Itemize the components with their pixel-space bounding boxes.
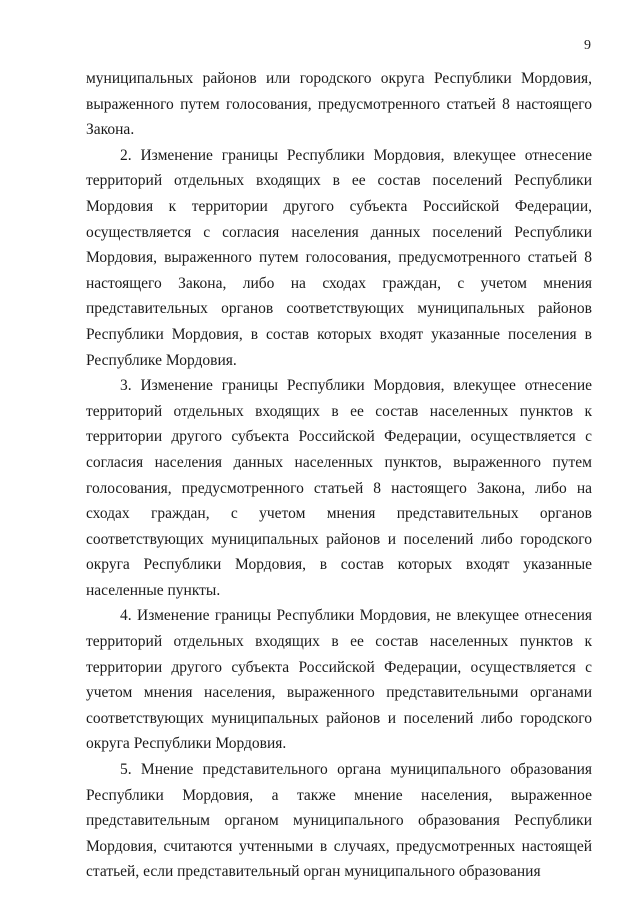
paragraph-item-4: 4. Изменение границы Республики Мордовия, не влекущее отнесения территорий отдельных входящих в ее состав населенных пунктов к территории другого субъекта Российской Федерации, осуществляется с учетом мнения населения, выраженного представительными органами соответствующих муниципальных районов и поселений либо городского округа Республики Мордовия. bbox=[86, 607, 592, 753]
paragraph-item-3: 3. Изменение границы Республики Мордовия, влекущее отнесение территорий отдельных входящих в ее состав населенных пунктов к территории другого субъекта Российской Федерации, осуществляется с согласия населения данных населенных пунктов, выраженного путем голосования, предусмотренного статьей 8 настоящего Закона, либо на сходах граждан, с учетом мнения представительных органов соответствующих муниципальных районов и поселений либо городского округа Республики Мордовия, в состав которых входят указанные населенные пункты. bbox=[86, 377, 592, 599]
paragraph-item-2: 2. Изменение границы Республики Мордовия, влекущее отнесение территорий отдельных входящих в ее состав поселений Республики Мордовия к территории другого субъекта Российской Федерации, осуществляется с согласия населения данных поселений Республики Мордовия, выраженного путем голосования, предусмотренного статьей 8 настоящего Закона, либо на сходах граждан, с учетом мнения представительных органов соответствующих муниципальных районов Республики Мордовия, в состав которых входят указанные поселения в Республике Мордовия. bbox=[86, 146, 592, 369]
paragraph-continuation: муниципальных районов или городского округа Республики Мордовия, выраженного путем голосования, предусмотренного статьей 8 настоящего Закона. bbox=[86, 70, 592, 139]
document-body bbox=[86, 66, 592, 885]
paragraph-item-5: 5. Мнение представительного органа муниципального образования Республики Мордовия, а также мнение населения, выраженное представительным органом муниципального образования Республики Мордовия, считаются учтенными в случаях, предусмотренных настоящей статьей, если представительный орган муниципального образования bbox=[86, 761, 592, 881]
page-number: 9 bbox=[584, 38, 591, 53]
